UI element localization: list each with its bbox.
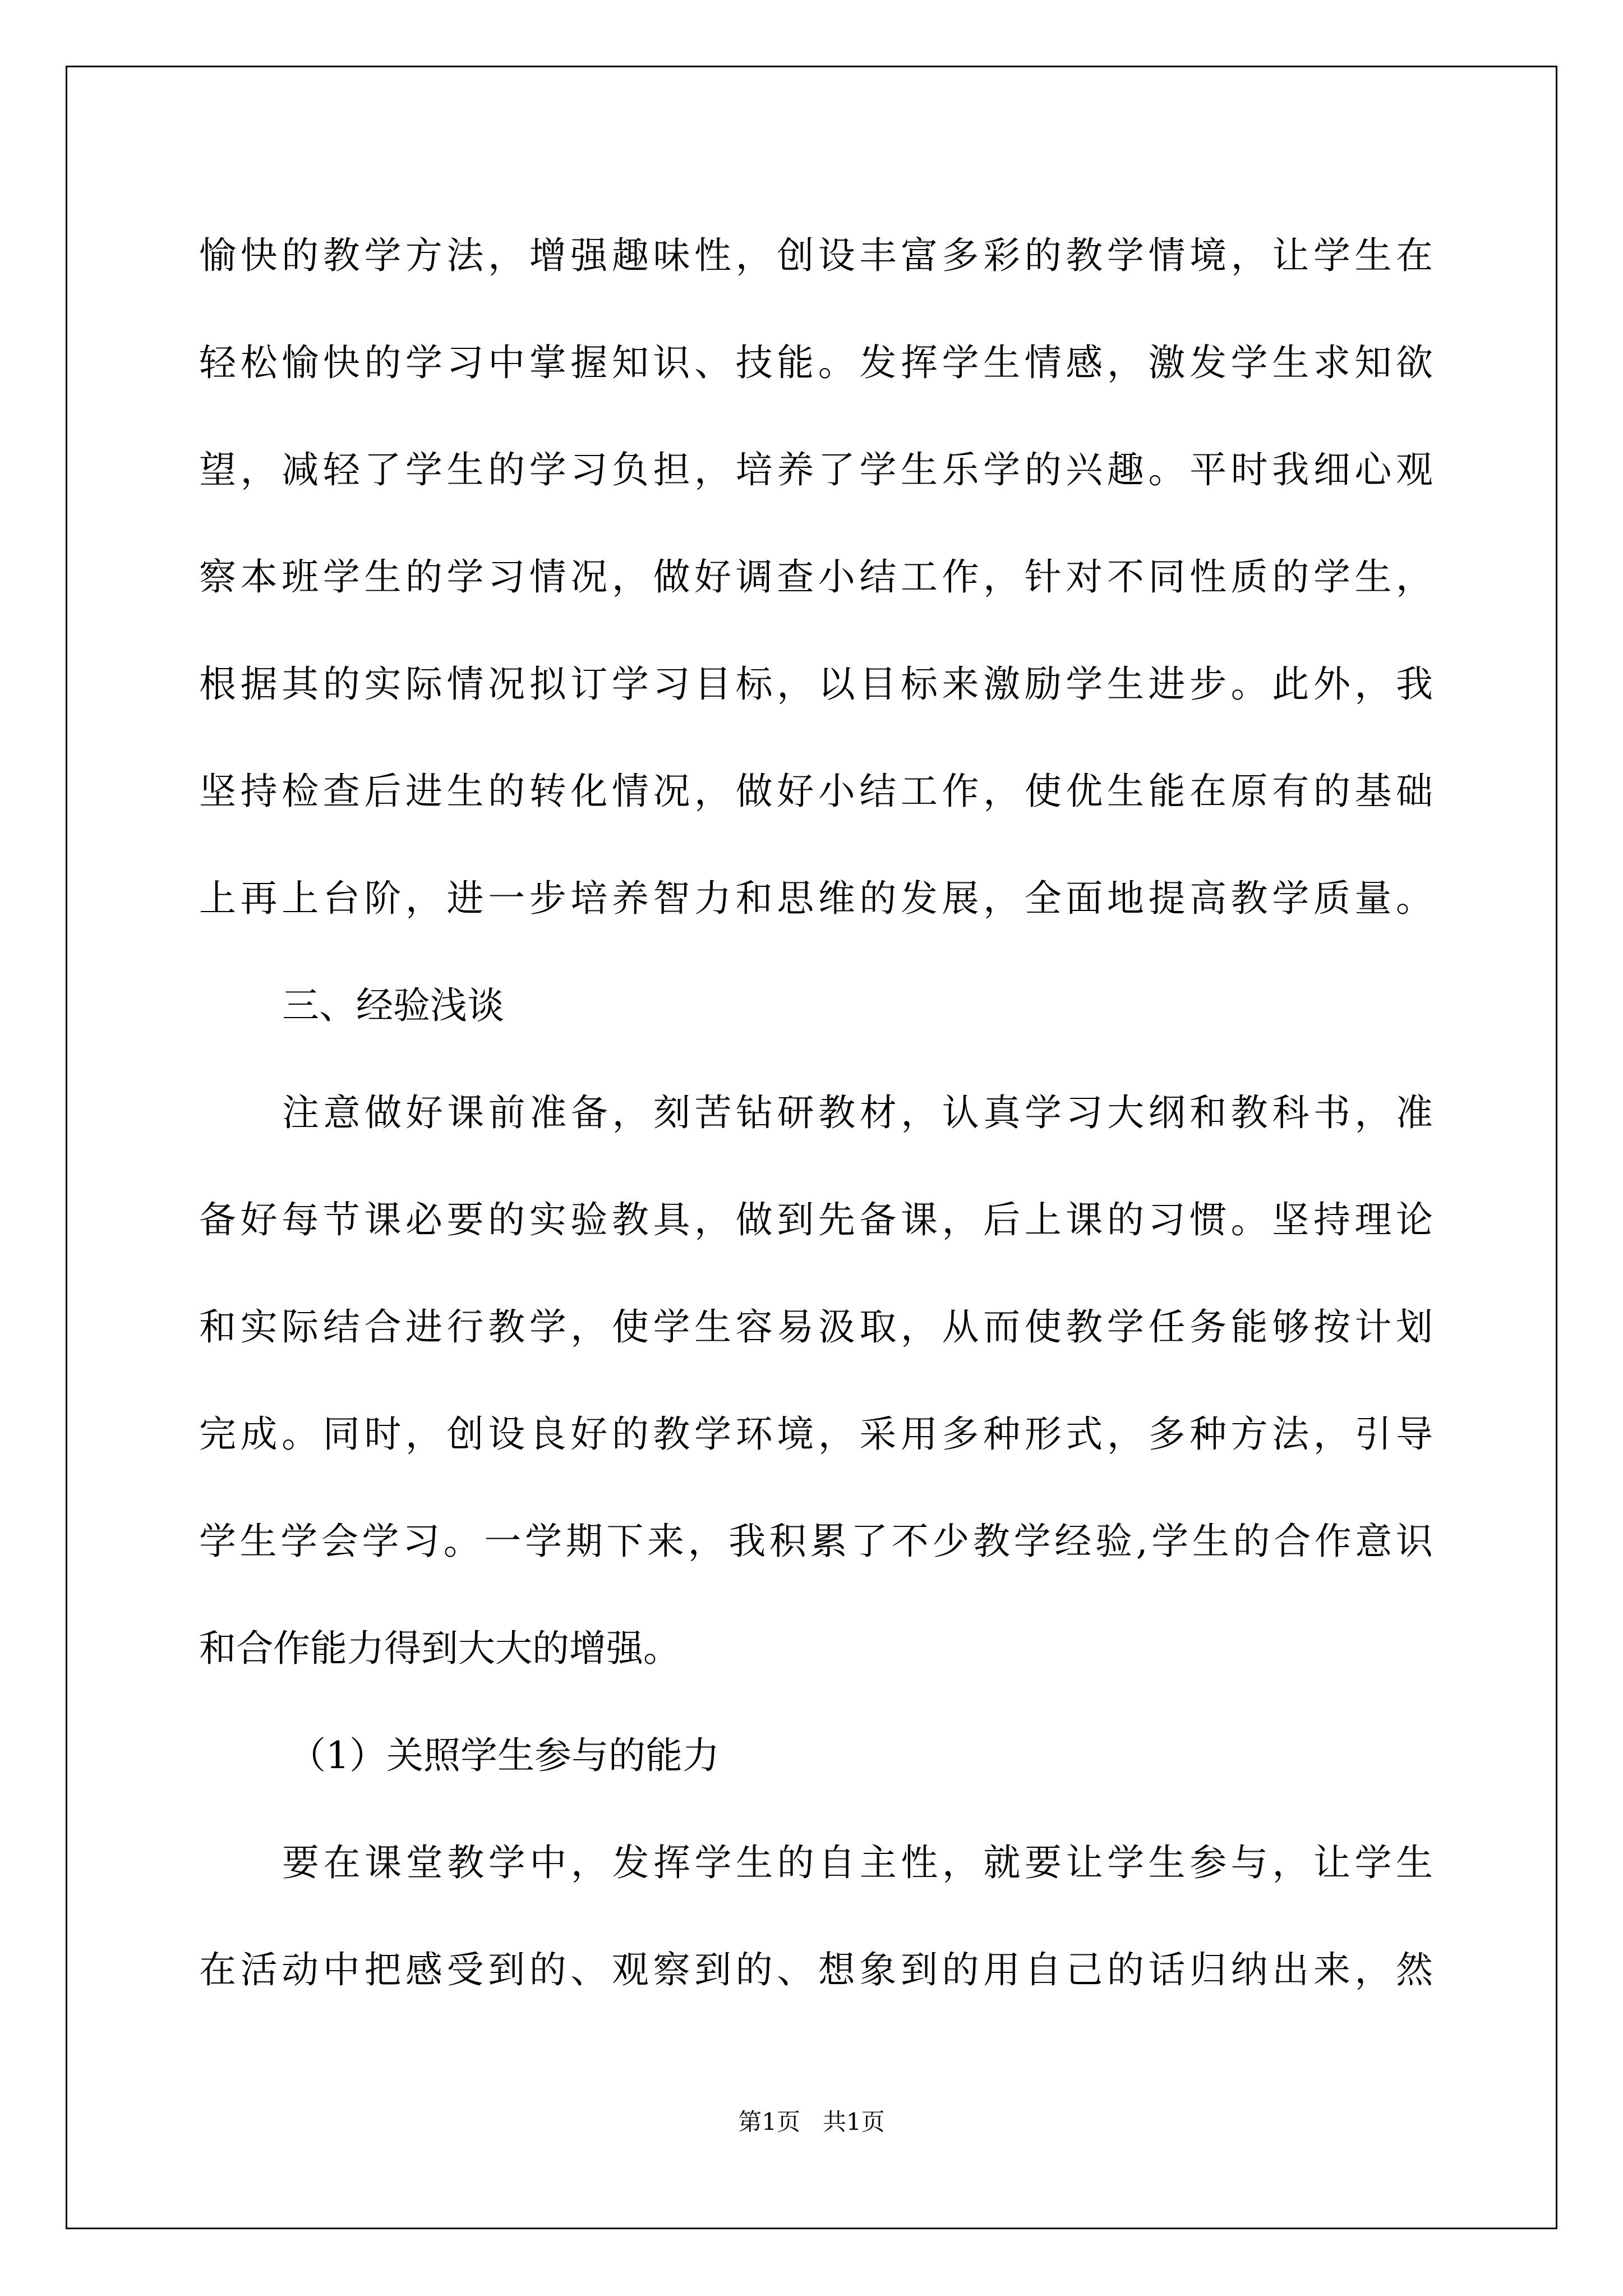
paragraph-line: 轻松愉快的学习中掌握知识、技能。发挥学生情感，激发学生求知欲	[199, 341, 1433, 384]
paragraph-line: 和实际结合进行教学，使学生容易汲取，从而使教学任务能够按计划	[199, 1305, 1433, 1349]
paragraph-line: 要在课堂教学中，发挥学生的自主性，就要让学生参与，让学生	[282, 1841, 1433, 1884]
paragraph-line: 备好每节课必要的实验教具，做到先备课，后上课的习惯。坚持理论	[199, 1198, 1433, 1241]
section-heading: 三、经验浅谈	[282, 984, 504, 1027]
paragraph-line: 上再上台阶，进一步培养智力和思维的发展，全面地提高教学质量。	[199, 877, 1433, 920]
paragraph-line: 愉快的教学方法，增强趣味性，创设丰富多彩的教学情境，让学生在	[199, 234, 1433, 277]
paragraph-line: 望，减轻了学生的学习负担，培养了学生乐学的兴趣。平时我细心观	[199, 448, 1433, 491]
paragraph-line: 完成。同时，创设良好的教学环境，采用多种形式，多种方法，引导	[199, 1412, 1433, 1456]
paragraph-line: 察本班学生的学习情况，做好调查小结工作，针对不同性质的学生，	[199, 555, 1433, 599]
paragraph-line: 和合作能力得到大大的增强。	[199, 1627, 680, 1670]
paragraph-line: 坚持检查后进生的转化情况，做好小结工作，使优生能在原有的基础	[199, 770, 1433, 813]
page-footer: 第1页 共1页	[738, 2108, 885, 2136]
paragraph-line: 在活动中把感受到的、观察到的、想象到的用自己的话归纳出来，然	[199, 1948, 1433, 1991]
subsection-heading: （1）关照学生参与的能力	[289, 1734, 720, 1777]
document-body	[199, 202, 1433, 2023]
paragraph-line: 根据其的实际情况拟订学习目标，以目标来激励学生进步。此外，我	[199, 662, 1433, 706]
paragraph-line: 注意做好课前准备，刻苦钻研教材，认真学习大纲和教科书，准	[282, 1091, 1433, 1134]
paragraph-line: 学生学会学习。一学期下来，我积累了不少教学经验,学生的合作意识	[199, 1520, 1433, 1563]
